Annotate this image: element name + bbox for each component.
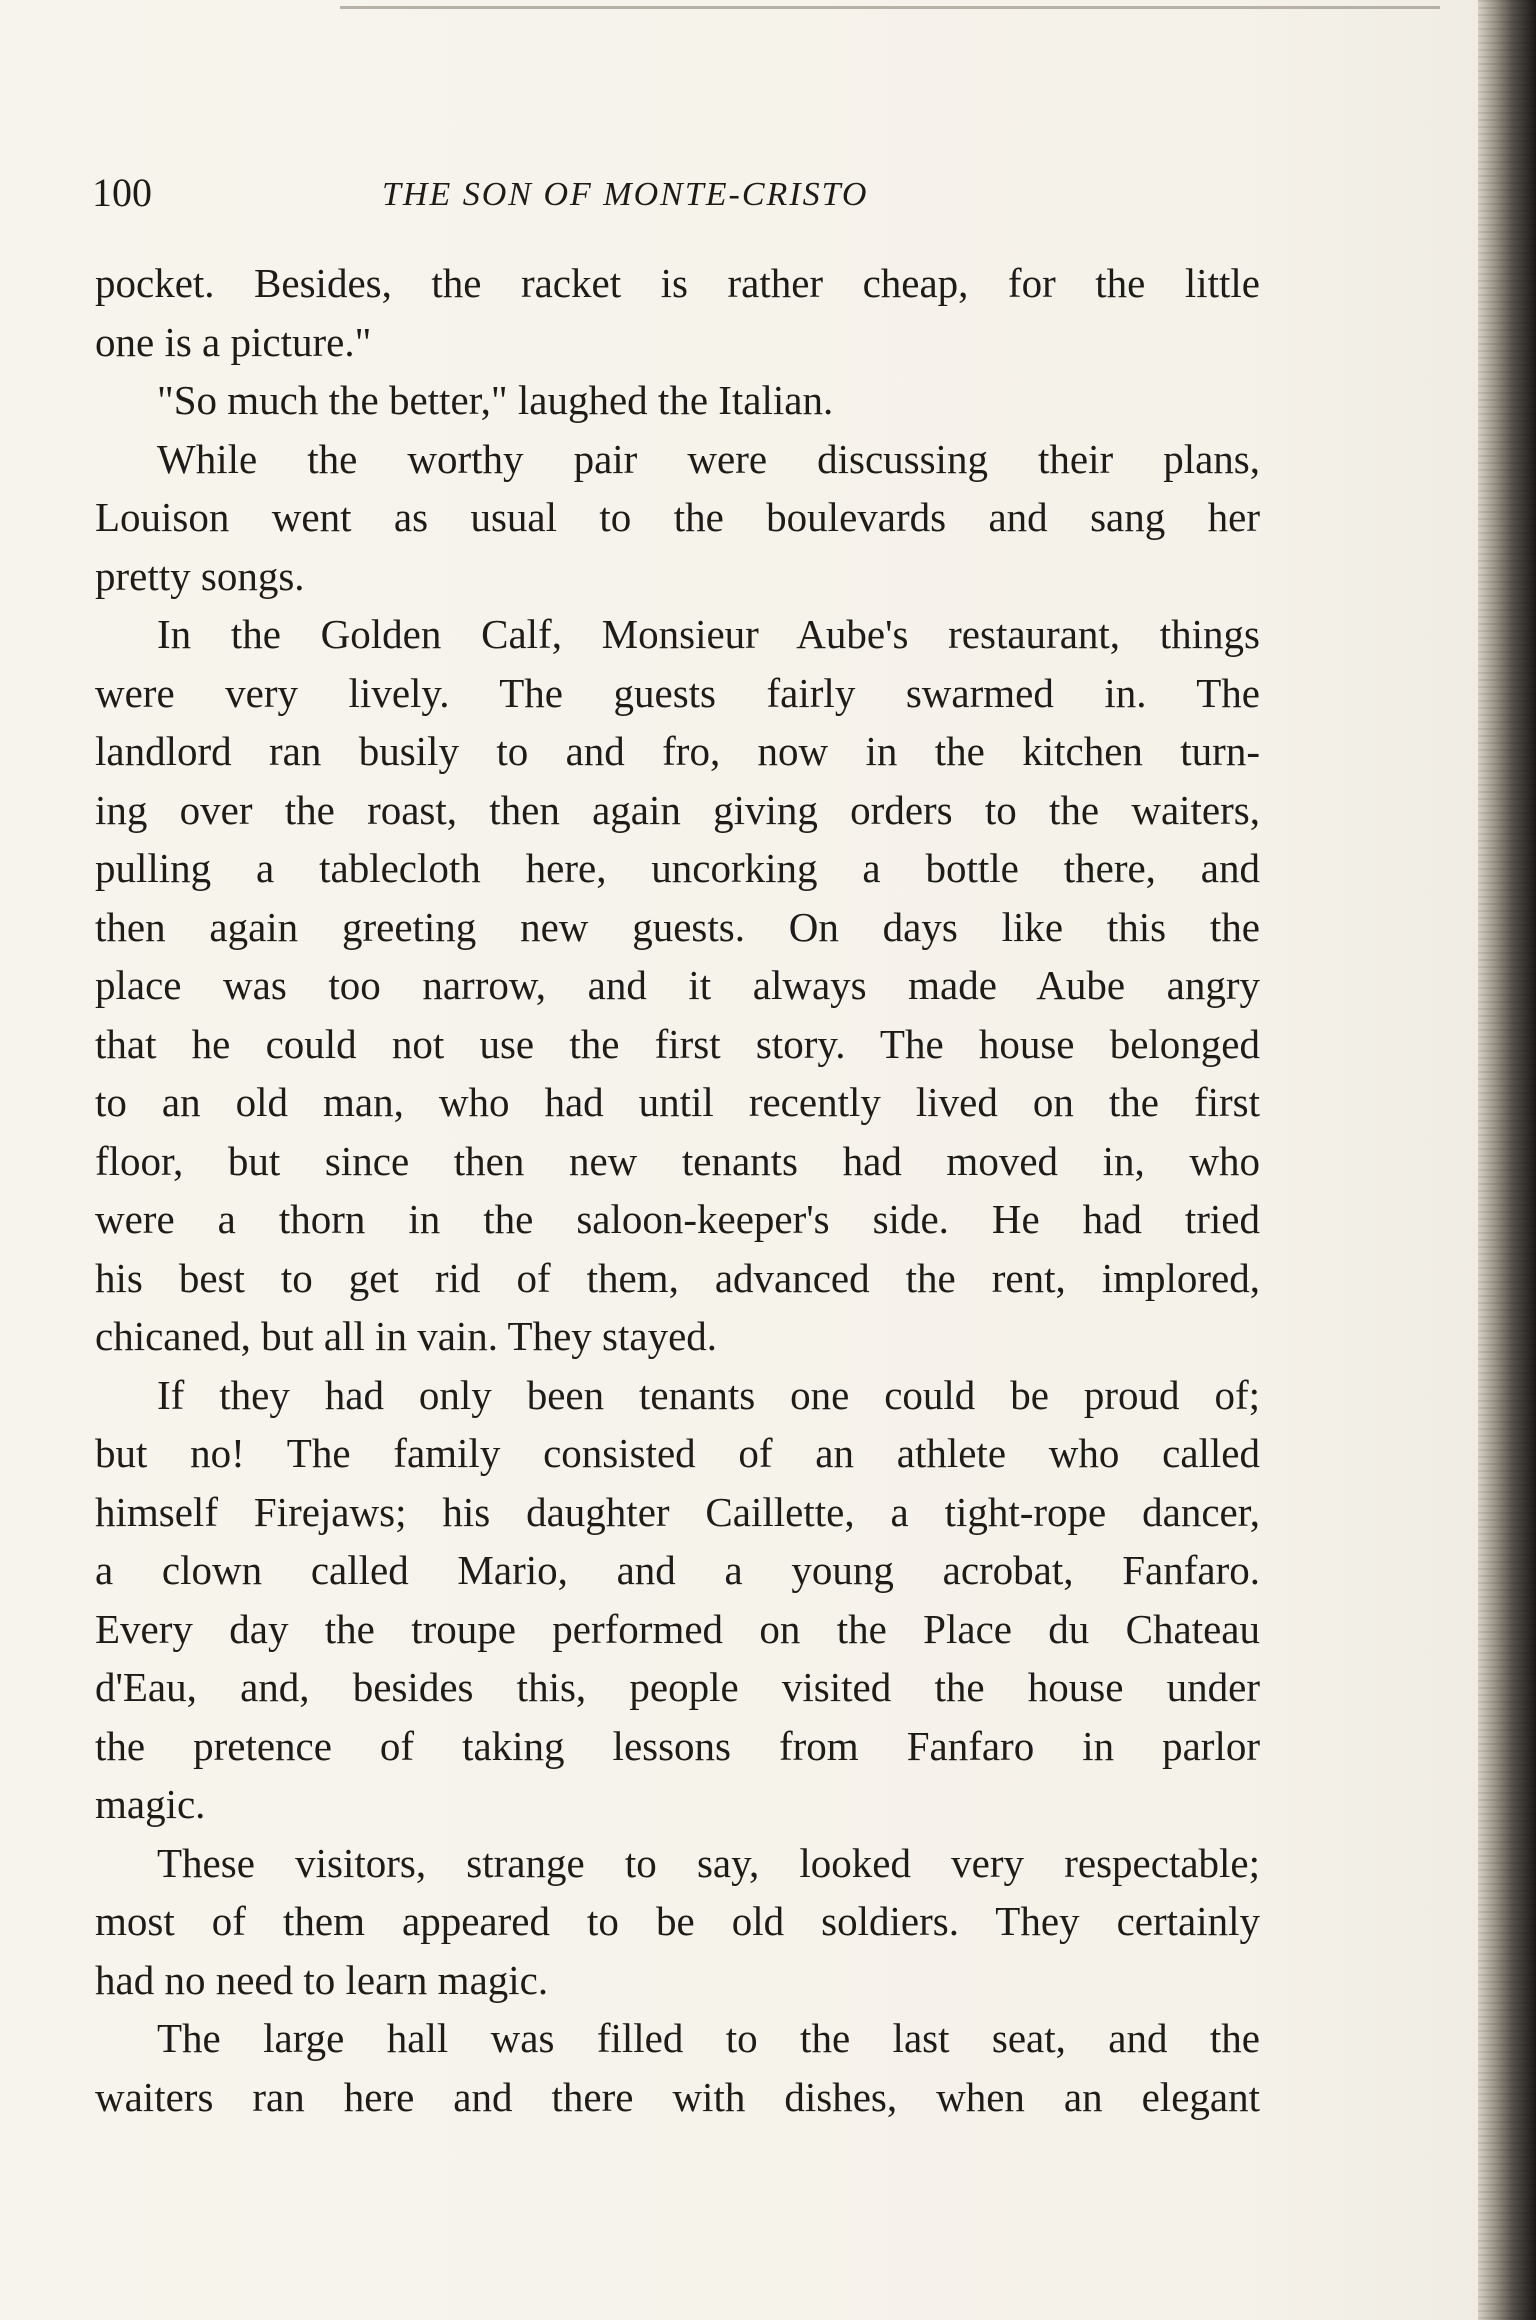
text-line: pretty songs. <box>95 552 305 599</box>
text-line: most of them appeared to be old soldiers. They certainly <box>95 1898 1260 1944</box>
text-line: were very lively. The guests fairly swarmed in. The <box>95 669 1260 716</box>
text-line: had no need to learn magic. <box>95 1956 549 2003</box>
text-line: that he could not use the first story. The house belonged <box>95 1020 1260 1067</box>
text-line: magic. <box>95 1781 206 1827</box>
text-line: then again greeting new guests. On days like this the <box>95 903 1260 950</box>
text-line: Louison went as usual to the boulevards and sang her <box>95 494 1260 540</box>
text-line: "So much the better," laughed the Italian. <box>157 377 834 423</box>
text-line: himself Firejaws; his daughter Caillette, a tight-rope dancer, <box>95 1488 1260 1535</box>
text-line: place was too narrow, and it always made Aube angry <box>95 962 1260 1008</box>
book-binding-edge <box>1478 0 1536 2320</box>
text-line: his best to get rid of them, advanced the rent, implored, <box>95 1254 1260 1301</box>
text-line: one is a picture." <box>95 318 372 365</box>
text-line: pulling a tablecloth here, uncorking a bottle there, and <box>95 845 1260 891</box>
text-line: were a thorn in the saloon-keeper's side. He had tried <box>95 1196 1260 1242</box>
text-line: pocket. Besides, the racket is rather cheap, for the little <box>95 260 1260 306</box>
running-title: THE SON OF MONTE-CRISTO <box>382 176 869 213</box>
text-line: d'Eau, and, besides this, people visited the house under <box>95 1664 1260 1710</box>
text-line: Every day the troupe performed on the Place du Chateau <box>95 1605 1260 1652</box>
page-number: 100 <box>92 170 152 215</box>
text-line: but no! The family consisted of an athlete who called <box>95 1430 1260 1476</box>
text-line: to an old man, who had until recently lived on the first <box>95 1079 1260 1125</box>
text-line: ing over the roast, then again giving orders to the waiters, <box>95 786 1260 833</box>
text-line: landlord ran busily to and fro, now in the kitchen turn- <box>95 728 1260 774</box>
text-line: waiters ran here and there with dishes, when an elegant <box>95 2073 1260 2120</box>
text-line: a clown called Mario, and a young acrobat, Fanfaro. <box>95 1547 1260 1593</box>
text-line: While the worthy pair were discussing their plans, <box>157 435 1260 482</box>
text-line: In the Golden Calf, Monsieur Aube's restaurant, things <box>157 611 1260 657</box>
text-line: chicaned, but all in vain. They stayed. <box>95 1313 718 1359</box>
running-head <box>92 168 1262 224</box>
text-line: These visitors, strange to say, looked very respectable; <box>157 1839 1260 1886</box>
text-line: If they had only been tenants one could be proud of; <box>157 1371 1260 1418</box>
body-text <box>95 254 1260 2126</box>
scan-top-edge <box>340 6 1440 9</box>
text-line: The large hall was filled to the last seat, and the <box>157 2015 1260 2061</box>
text-line: floor, but since then new tenants had moved in, who <box>95 1137 1260 1184</box>
text-line: the pretence of taking lessons from Fanfaro in parlor <box>95 1722 1260 1769</box>
